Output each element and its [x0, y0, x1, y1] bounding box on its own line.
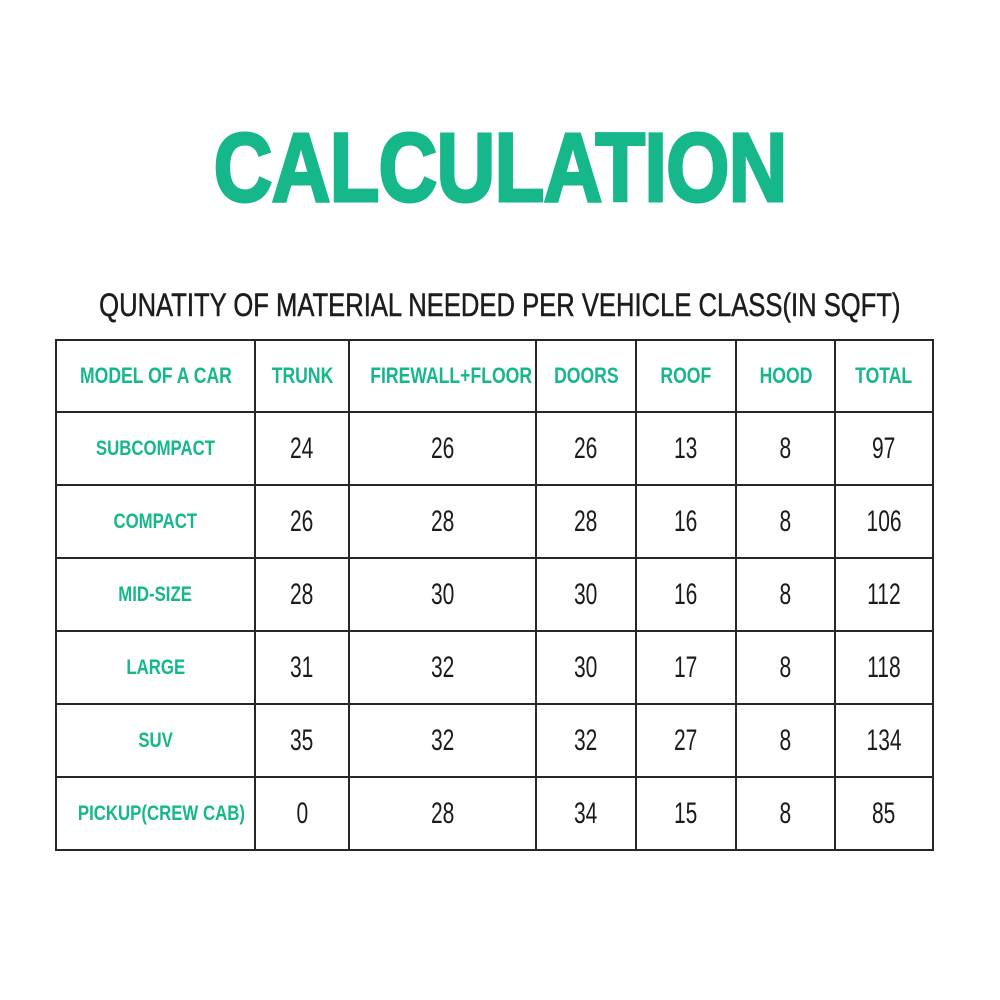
- cell-total: [835, 412, 933, 485]
- cell-trunk: [255, 485, 349, 558]
- cell-firewall-floor: [349, 631, 536, 704]
- cell-roof-text: 27: [674, 723, 698, 757]
- cell-roof-text: 15: [674, 796, 698, 830]
- cell-model: [56, 485, 255, 558]
- cell-model: [56, 631, 255, 704]
- cell-roof: [636, 777, 736, 850]
- cell-doors-text: 30: [574, 650, 598, 684]
- cell-trunk-text: 35: [290, 723, 314, 757]
- cell-trunk-text: 0: [296, 796, 308, 830]
- header-row: [56, 340, 933, 412]
- cell-trunk-text: 24: [290, 431, 314, 465]
- table-row-mid-size: [56, 558, 933, 631]
- table-row-compact: [56, 485, 933, 558]
- cell-total: [835, 558, 933, 631]
- cell-doors: [536, 631, 636, 704]
- material-table: [55, 339, 934, 851]
- cell-roof-text: 17: [674, 650, 698, 684]
- cell-trunk: [255, 558, 349, 631]
- cell-trunk-text: 31: [290, 650, 314, 684]
- cell-model: [56, 704, 255, 777]
- cell-trunk: [255, 777, 349, 850]
- cell-firewall-floor: [349, 485, 536, 558]
- cell-roof-text: 16: [674, 577, 698, 611]
- cell-hood-text: 8: [779, 577, 792, 611]
- cell-roof-text: 16: [674, 504, 698, 538]
- column-header-total: [835, 340, 933, 412]
- cell-firewall-floor: [349, 777, 536, 850]
- cell-firewall-floor: [349, 412, 536, 485]
- cell-firewall-floor-text: 32: [430, 650, 455, 684]
- cell-hood-text: 8: [779, 650, 792, 684]
- cell-trunk: [255, 704, 349, 777]
- cell-firewall-floor-text: 28: [430, 504, 455, 538]
- cell-doors: [536, 704, 636, 777]
- column-header-model-text: MODEL OF A CAR: [79, 363, 232, 388]
- cell-trunk: [255, 631, 349, 704]
- cell-roof: [636, 631, 736, 704]
- column-header-firewall-floor-text: FIREWALL+FLOOR: [370, 363, 533, 388]
- cell-model: [56, 412, 255, 485]
- table-caption-text: QUNATITY OF MATERIAL NEEDED PER VEHICLE CLASS(IN SQFT): [99, 287, 901, 323]
- cell-doors-text: 34: [574, 796, 598, 830]
- column-header-total-text: TOTAL: [855, 363, 913, 388]
- cell-model-text: SUV: [138, 728, 173, 752]
- cell-doors-text: 32: [574, 723, 598, 757]
- cell-firewall-floor-text: 30: [430, 577, 455, 611]
- cell-doors-text: 26: [574, 431, 598, 465]
- column-header-model: [56, 340, 255, 412]
- cell-model-text: LARGE: [126, 655, 185, 679]
- cell-firewall-floor: [349, 558, 536, 631]
- table-caption: [0, 289, 1000, 321]
- cell-total-text: 118: [867, 650, 901, 684]
- column-header-hood: [736, 340, 835, 412]
- cell-doors-text: 30: [574, 577, 598, 611]
- cell-firewall-floor: [349, 704, 536, 777]
- cell-hood-text: 8: [779, 431, 792, 465]
- cell-total: [835, 704, 933, 777]
- cell-model-text: SUBCOMPACT: [95, 436, 216, 460]
- column-header-trunk-text: TRUNK: [271, 363, 333, 388]
- cell-hood: [736, 485, 835, 558]
- cell-model-text: MID-SIZE: [118, 582, 193, 606]
- cell-hood: [736, 412, 835, 485]
- cell-roof: [636, 412, 736, 485]
- cell-total-text: 97: [872, 431, 896, 465]
- cell-hood-text: 8: [779, 796, 792, 830]
- cell-trunk: [255, 412, 349, 485]
- cell-firewall-floor-text: 26: [430, 431, 455, 465]
- column-header-roof: [636, 340, 736, 412]
- cell-hood: [736, 631, 835, 704]
- cell-doors-text: 28: [574, 504, 598, 538]
- page-title-text: CALCULATION: [213, 113, 787, 222]
- cell-roof-text: 13: [674, 431, 698, 465]
- cell-total-text: 106: [866, 504, 902, 538]
- column-header-doors: [536, 340, 636, 412]
- cell-total: [835, 485, 933, 558]
- column-header-firewall-floor: [349, 340, 536, 412]
- cell-model: [56, 558, 255, 631]
- cell-trunk-text: 28: [290, 577, 314, 611]
- cell-hood-text: 8: [779, 723, 792, 757]
- cell-model-text: PICKUP(CREW CAB): [77, 801, 245, 825]
- cell-doors: [536, 558, 636, 631]
- cell-trunk-text: 26: [290, 504, 314, 538]
- cell-model-text: COMPACT: [113, 509, 198, 533]
- cell-total-text: 134: [866, 723, 902, 757]
- column-header-hood-text: HOOD: [759, 363, 812, 388]
- cell-hood: [736, 704, 835, 777]
- cell-hood: [736, 558, 835, 631]
- column-header-trunk: [255, 340, 349, 412]
- cell-roof: [636, 485, 736, 558]
- table-row-suv: [56, 704, 933, 777]
- table-row-subcompact: [56, 412, 933, 485]
- cell-doors: [536, 485, 636, 558]
- column-header-roof-text: ROOF: [660, 363, 712, 388]
- cell-doors: [536, 412, 636, 485]
- cell-total-text: 112: [867, 577, 901, 611]
- cell-firewall-floor-text: 28: [430, 796, 455, 830]
- table-row-large: [56, 631, 933, 704]
- cell-roof: [636, 704, 736, 777]
- cell-total-text: 85: [872, 796, 896, 830]
- cell-hood: [736, 777, 835, 850]
- column-header-doors-text: DOORS: [553, 363, 619, 388]
- table-row-pickup-crew-cab: [56, 777, 933, 850]
- cell-total: [835, 777, 933, 850]
- cell-doors: [536, 777, 636, 850]
- cell-hood-text: 8: [779, 504, 792, 538]
- cell-firewall-floor-text: 32: [430, 723, 455, 757]
- cell-total: [835, 631, 933, 704]
- cell-roof: [636, 558, 736, 631]
- page-title: [0, 0, 1000, 222]
- cell-model: [56, 777, 255, 850]
